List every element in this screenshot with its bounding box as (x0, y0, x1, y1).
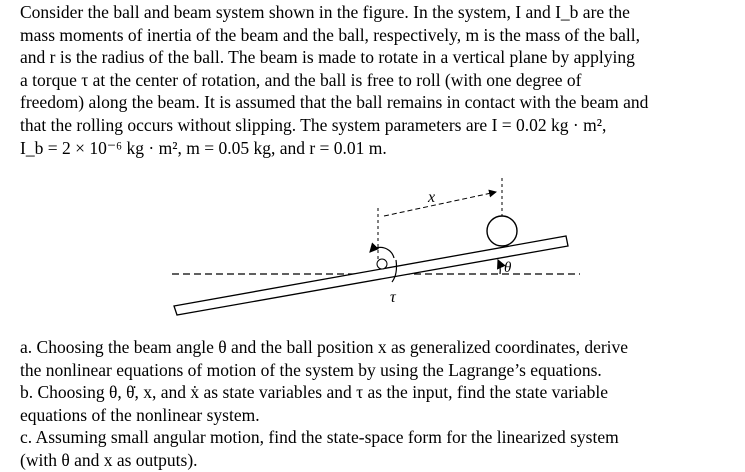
questions-section (20, 336, 742, 472)
x-label: x (428, 189, 436, 206)
torque-arrow (370, 247, 394, 258)
ball-beam-figure (160, 178, 600, 328)
question-line: (with θ and x as outputs). (20, 449, 198, 470)
question-line: b. Choosing θ, θ̇, x, and ẋ as state variables and τ as the input, find the state variable (20, 382, 609, 403)
question-line: c. Assuming small angular motion, find the state-space form for the linearized system (20, 427, 619, 448)
intro-line: a torque τ at the center of rotation, and the ball is free to roll (with one degree of (20, 69, 582, 90)
pivot-point (377, 259, 387, 269)
intro-line: I_b = 2 × 10⁻⁶ kg · m², m = 0.05 kg, and r = 0.01 m. (20, 137, 387, 158)
question-line: the nonlinear equations of motion of the system by using the Lagrange’s equations. (20, 359, 602, 380)
intro-line: that the rolling occurs without slipping. The system parameters are I = 0.02 kg · m², (20, 114, 607, 135)
ball (487, 216, 517, 246)
theta-label: θ (504, 260, 512, 276)
intro-line: mass moments of inertia of the beam and the ball, respectively, m is the mass of the ball, (20, 24, 640, 45)
question-line: equations of the nonlinear system. (20, 404, 260, 425)
intro-line: freedom) along the beam. It is assumed that the ball remains in contact with the beam and (20, 92, 649, 113)
question-line: a. Choosing the beam angle θ and the ball position x as generalized coordinates, derive (20, 337, 629, 357)
problem-statement (20, 1, 742, 159)
intro-line: Consider the ball and beam system shown in the figure. In the system, I and I_b are the (20, 2, 630, 22)
x-dimension-arrow (384, 192, 496, 216)
intro-line: and r is the radius of the ball. The beam is made to rotate in a vertical plane by applying (20, 47, 635, 68)
tau-label: τ (390, 289, 396, 306)
theta-arc (498, 260, 500, 274)
